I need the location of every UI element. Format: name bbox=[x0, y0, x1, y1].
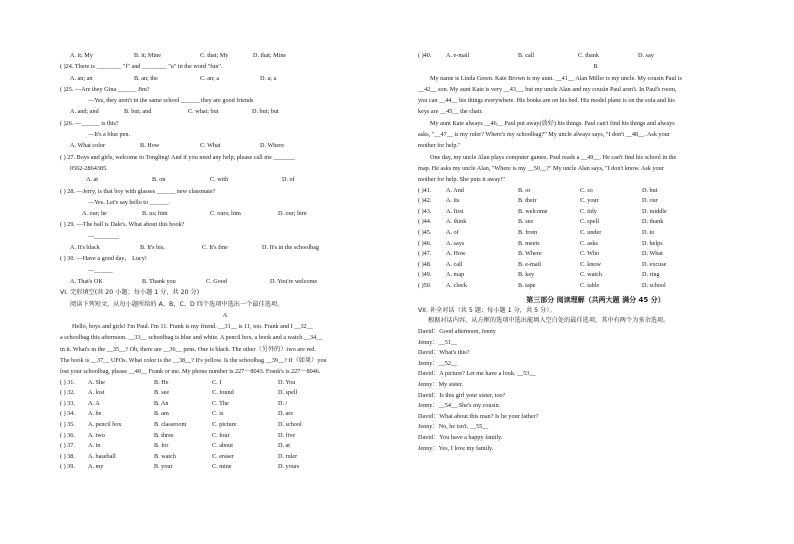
section-6-instructions: 阅读下列短文，从每小题所给的 A、B、C、D 四个选项中选出一个最佳选项。 bbox=[70, 300, 284, 308]
section-7-title: VII. 补全对话（共 5 题；每小题 1 分，共 5 分）。 bbox=[418, 306, 556, 314]
passage-b-line: My name is Linda Green. Kate Brown is my aunt. __41__ Alan Miller is my uncle. My cousin Paul is bbox=[430, 74, 682, 82]
question-24: ( )24. There is ________ "f" and ________ "u" in the word "fun". bbox=[60, 63, 223, 71]
cloze-item: ( )48. A. call B. e-mail C. know D. excuse bbox=[418, 260, 667, 268]
passage-a-line: The book is __37__ UFOs. What color is the __38__? It's yellow. Is the schoolbag __39__? If（如果）you bbox=[60, 357, 327, 365]
dialogue-line: Jenny：__54__ She's my cousin. bbox=[418, 402, 501, 410]
passage-a-line: in it. What's in the __35__? Oh, there are __36__ pens. One is black. The other（另外的）two are red. bbox=[60, 345, 316, 353]
dialogue-line: David：Is this girl your sister, too? bbox=[418, 391, 506, 399]
cloze-item: ( ) 32. A. lost B. see C. found D. spell bbox=[60, 389, 298, 397]
cloze-item: ( ) 34. A. be B. am C. is D. are bbox=[60, 410, 294, 418]
q27-options: A. at B. on C. with D. of bbox=[86, 176, 295, 184]
cloze-item: ( ) 33. A. A B. An C. The D. / bbox=[60, 399, 288, 407]
question-25: ( )25. —Are they Gina ______ Jim? bbox=[60, 85, 150, 93]
question-26: ( )26. —______ is this? bbox=[60, 119, 119, 127]
cloze-item: ( )45. A. of B. from C. under D. to bbox=[418, 228, 655, 236]
dialogue-line: Jenny：No, he isn't. __55__ bbox=[418, 423, 489, 431]
q28-options: A. our; he B. us; him C. ours; him D. our; him bbox=[82, 210, 307, 218]
cloze-item: ( ) 37. A. in B. for C. about D. at bbox=[60, 442, 291, 450]
dialogue-line: Jenny：Yes, I love my family. bbox=[418, 444, 494, 452]
q27-phone: 0562-2864385. bbox=[70, 164, 108, 172]
cloze-item: ( ) 35. A. pencil box B. classroom C. picture D. school bbox=[60, 420, 302, 428]
cloze-item: ( )49. A. map B. key C. watch D. ring bbox=[418, 271, 660, 279]
dialogue-line: Jenny：__51__ bbox=[418, 338, 458, 346]
cloze-item: ( )46. A. says B. meets C. asks D. helps bbox=[418, 239, 663, 247]
cloze-item: ( )44. A. think B. see C. spell D. thank bbox=[418, 218, 664, 226]
q25-options: A. and; and B. but; and C. what; but D. but; but bbox=[70, 108, 279, 116]
dialogue-line: David：What about this man? Is he your father? bbox=[418, 412, 539, 420]
passage-b-line: keys are __45__ the chair. bbox=[418, 108, 483, 116]
cloze-item: ( ) 31. A. She B. He C. I D. You bbox=[60, 378, 296, 386]
dialogue-line: Jenny：My sister. bbox=[418, 380, 464, 388]
passage-b-line: you can __44__ his things everywhere. His books are on his bed. His model plane is on the sofa and his bbox=[418, 97, 675, 105]
right-column bbox=[418, 50, 773, 454]
q23-options: A. it; My B. it; Mine C. that; My D. that; Mine bbox=[70, 52, 287, 59]
q28-reply: —Yes. Let's say hello to ______. bbox=[88, 198, 170, 206]
cloze-item: ( ) 38. A. baseball B. watch C. eraser D. ruler bbox=[60, 452, 298, 460]
passage-a-line: lost your schoolbag, please __40__ Frank or me. My phone number is 227－8043. Frank's is 227－8046. bbox=[60, 368, 321, 376]
q29-reply: —________ bbox=[88, 232, 119, 240]
q26-reply: —It's a blue pen. bbox=[88, 131, 131, 139]
cloze-item: ( ) 36. A. two B. three C. four D. five bbox=[60, 431, 296, 439]
cloze-item: ( )47. A. How B. Where C. Who D. What bbox=[418, 250, 663, 258]
passage-a-line: a schoolbag this afternoon. __33__ schoolbag is blue and white. A pencil box, a book and a watch __34__ bbox=[60, 334, 323, 342]
question-30: ( ) 30. —Have a good day， Lucy! bbox=[60, 255, 147, 263]
cloze-a-options bbox=[60, 378, 390, 473]
q24-options: A. an; an B. an; the C. an; a D. a; a bbox=[70, 74, 277, 82]
passage-b-line: mother for help." bbox=[418, 142, 461, 150]
section-7-instructions: 根据对话内容，从方框的选项中选出能填入空白处的最佳选项，其中有两个为多余选项。 bbox=[428, 317, 670, 325]
q26-options: A. What color B. How C. What D. Where bbox=[70, 142, 284, 150]
left-column bbox=[60, 50, 390, 473]
question-27: ( ) 27. Boys and girls, welcome to Tongling! And if you need any help, please call me _______ bbox=[60, 153, 296, 161]
passage-a-label: A bbox=[222, 311, 228, 319]
cloze-item: ( ) 39. A. my B. your C. mine D. yours bbox=[60, 463, 300, 471]
part-3-title: 第三部分 阅读理解（共两大题 满分 45 分） bbox=[526, 295, 665, 304]
section-6-title: VI. 完形填空(共 20 小题；每小题 1 分，共 20 分) bbox=[60, 289, 200, 297]
passage-b-line: My aunt Kate always __46__ Paul put away(放好) his things. Paul can't find his things and always bbox=[430, 119, 675, 127]
question-40: ( )40. A. e-mail B. call C. thank D. say bbox=[418, 52, 654, 59]
q29-options: A. It's black B. It's his。 C. It's fine D. It's in the schoolbag bbox=[70, 244, 319, 252]
dialogue-line: David：A picture? Let me have a look. __53__ bbox=[418, 370, 536, 378]
dialogue-line: David：Good afternoon, Jenny bbox=[418, 327, 496, 335]
dialogue-line: David：What's this? bbox=[418, 349, 470, 357]
cloze-b-options bbox=[418, 186, 773, 292]
cloze-item: ( )42. A. its B. their C. your D. our bbox=[418, 197, 658, 205]
passage-b-line: __42__ son. My aunt Kate is very __43__, but my uncle Alan and my cousin Paul aren't. In Paul's room, bbox=[418, 85, 677, 93]
passage-b-line: mother for help. She puts it away!" bbox=[418, 176, 505, 184]
passage-b-line: One day, my uncle Alan plays computer games. Paul reads a __49__. He can't find his school in the bbox=[430, 153, 677, 161]
passage-b-line: map. He asks my uncle Alan, "Where is my __50__?" My uncle Alan says, "I don't know. Ask your bbox=[418, 164, 664, 172]
cloze-item: ( )43. A. first B. welcome C. tidy D. middle bbox=[418, 207, 667, 215]
dialogue-line: David：You have a happy family. bbox=[418, 433, 503, 441]
passage-a-line: Hello, boys and girls! I'm Paul. I'm 11. Frank is my friend. __31__ is 11, too. Frank and I __32__ bbox=[72, 323, 313, 331]
question-29: ( ) 29. —The ball is Dale's. What about this book? bbox=[60, 221, 185, 229]
dialogue-line: Jenny：__52__ bbox=[418, 359, 458, 367]
passage-b-line: asks, "__47__ is my ruler? Where's my schoolbag?" My uncle always says, "I don't __48__. Ask your bbox=[418, 131, 670, 139]
q30-options: A. That's OK B. Thank you C. Good D. You're welcome bbox=[70, 277, 318, 285]
dialogue bbox=[418, 327, 773, 454]
cloze-item: ( )50. A. clock B. tape C. table D. school bbox=[418, 281, 666, 289]
passage-b-label: B bbox=[593, 63, 598, 71]
q30-reply: —______ bbox=[88, 266, 113, 274]
q25-reply: —Yes, they aren't in the same school ______ they are good friends bbox=[88, 97, 254, 105]
question-28: ( ) 28. —Jerry, is that boy with glasses ______ new classmate? bbox=[60, 187, 216, 195]
cloze-item: ( )41. A. And B. or C. so D. but bbox=[418, 186, 658, 194]
